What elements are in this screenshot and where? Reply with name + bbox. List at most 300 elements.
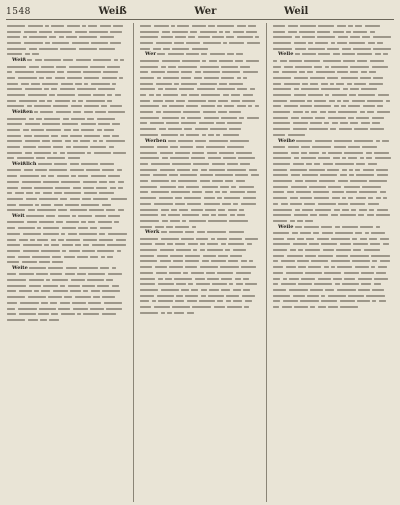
illegible-text bbox=[70, 135, 82, 137]
illegible-text bbox=[297, 260, 309, 262]
illegible-text bbox=[60, 285, 65, 287]
illegible-text bbox=[79, 36, 97, 38]
illegible-text bbox=[208, 100, 216, 102]
illegible-text bbox=[342, 157, 346, 159]
illegible-text bbox=[55, 100, 70, 102]
illegible-text bbox=[32, 53, 39, 55]
dictionary-entry bbox=[139, 138, 261, 230]
illegible-text bbox=[372, 289, 384, 291]
illegible-text bbox=[196, 283, 210, 285]
illegible-text bbox=[113, 25, 123, 27]
illegible-text bbox=[197, 231, 205, 233]
illegible-text bbox=[238, 157, 255, 159]
illegible-text bbox=[62, 227, 76, 229]
illegible-text bbox=[247, 243, 252, 245]
illegible-text bbox=[350, 71, 358, 73]
illegible-text bbox=[229, 238, 242, 240]
illegible-text bbox=[72, 100, 76, 102]
illegible-text bbox=[185, 231, 194, 233]
illegible-text bbox=[112, 285, 119, 287]
illegible-text bbox=[7, 42, 21, 44]
illegible-text bbox=[53, 290, 68, 292]
illegible-text bbox=[92, 244, 105, 246]
illegible-text bbox=[103, 135, 110, 137]
illegible-text bbox=[175, 203, 185, 205]
illegible-text bbox=[140, 128, 156, 130]
illegible-text bbox=[161, 66, 166, 68]
illegible-text bbox=[370, 128, 384, 130]
illegible-text bbox=[52, 261, 63, 263]
illegible-text bbox=[67, 25, 80, 27]
illegible-text bbox=[349, 42, 365, 44]
illegible-text bbox=[30, 239, 35, 241]
illegible-text bbox=[170, 255, 183, 257]
illegible-text bbox=[342, 169, 347, 171]
illegible-text bbox=[140, 260, 157, 262]
illegible-text bbox=[212, 283, 227, 285]
illegible-text bbox=[140, 157, 159, 159]
illegible-text bbox=[83, 290, 88, 292]
illegible-text bbox=[317, 238, 329, 240]
illegible-text bbox=[336, 83, 344, 85]
illegible-text bbox=[255, 105, 259, 107]
text-column-right bbox=[272, 23, 394, 502]
illegible-text bbox=[273, 278, 280, 280]
illegible-text bbox=[314, 105, 331, 107]
illegible-text bbox=[286, 266, 296, 268]
illegible-text bbox=[229, 111, 241, 113]
illegible-text bbox=[7, 313, 16, 315]
illegible-text bbox=[383, 197, 387, 199]
illegible-text bbox=[222, 71, 240, 73]
illegible-text bbox=[237, 214, 245, 216]
illegible-text bbox=[118, 181, 124, 183]
illegible-text bbox=[297, 220, 303, 222]
illegible-text bbox=[340, 243, 351, 245]
illegible-text bbox=[51, 239, 56, 241]
illegible-text bbox=[90, 256, 98, 258]
illegible-text bbox=[249, 260, 253, 262]
illegible-text bbox=[84, 135, 100, 137]
entry-headword: Werk bbox=[145, 229, 160, 236]
illegible-text bbox=[158, 278, 163, 280]
illegible-text bbox=[91, 83, 110, 85]
illegible-text bbox=[333, 157, 340, 159]
illegible-text bbox=[209, 140, 228, 142]
illegible-text bbox=[321, 295, 325, 297]
illegible-text bbox=[118, 209, 124, 211]
illegible-text bbox=[69, 66, 88, 68]
illegible-text bbox=[90, 308, 104, 310]
illegible-text bbox=[7, 36, 20, 38]
illegible-text bbox=[300, 25, 316, 27]
illegible-text bbox=[294, 306, 308, 308]
illegible-text bbox=[301, 152, 307, 154]
illegible-text bbox=[340, 174, 347, 176]
illegible-text bbox=[299, 71, 305, 73]
illegible-text bbox=[195, 128, 208, 130]
illegible-text bbox=[194, 77, 202, 79]
illegible-text bbox=[352, 260, 370, 262]
illegible-text bbox=[81, 129, 94, 131]
illegible-text bbox=[156, 94, 161, 96]
illegible-text bbox=[228, 243, 244, 245]
illegible-text bbox=[47, 157, 65, 159]
illegible-text bbox=[304, 60, 320, 62]
illegible-text bbox=[70, 209, 87, 211]
illegible-text bbox=[178, 66, 197, 68]
illegible-text bbox=[29, 118, 34, 120]
illegible-text bbox=[140, 100, 150, 102]
illegible-text bbox=[340, 122, 348, 124]
illegible-text bbox=[175, 300, 184, 302]
illegible-text bbox=[174, 278, 192, 280]
text-columns bbox=[6, 23, 394, 502]
illegible-text bbox=[169, 174, 178, 176]
illegible-text bbox=[328, 152, 342, 154]
illegible-text bbox=[7, 175, 17, 177]
illegible-text bbox=[173, 260, 183, 262]
illegible-text bbox=[140, 134, 158, 136]
illegible-text bbox=[195, 140, 206, 142]
illegible-text bbox=[106, 279, 113, 281]
illegible-text bbox=[107, 94, 112, 96]
illegible-text bbox=[107, 256, 113, 258]
illegible-text bbox=[23, 146, 36, 148]
illegible-text bbox=[63, 118, 69, 120]
illegible-text bbox=[289, 278, 299, 280]
illegible-text bbox=[273, 295, 290, 297]
illegible-text bbox=[330, 83, 334, 85]
illegible-text bbox=[97, 129, 102, 131]
illegible-text bbox=[160, 249, 174, 251]
illegible-text bbox=[90, 146, 106, 148]
illegible-text bbox=[273, 163, 290, 165]
illegible-text bbox=[226, 300, 231, 302]
illegible-text bbox=[295, 48, 306, 50]
illegible-text bbox=[162, 220, 168, 222]
illegible-text bbox=[251, 174, 259, 176]
illegible-text bbox=[64, 296, 72, 298]
illegible-text bbox=[50, 302, 57, 304]
illegible-text bbox=[295, 36, 300, 38]
illegible-text bbox=[66, 146, 71, 148]
illegible-text bbox=[7, 94, 25, 96]
illegible-text bbox=[204, 117, 219, 119]
illegible-text bbox=[374, 152, 389, 154]
illegible-text bbox=[25, 140, 40, 142]
illegible-text bbox=[75, 296, 91, 298]
illegible-text bbox=[293, 111, 303, 113]
illegible-text bbox=[115, 94, 121, 96]
illegible-text bbox=[210, 128, 227, 130]
illegible-text bbox=[247, 191, 256, 193]
illegible-text bbox=[247, 117, 259, 119]
illegible-text bbox=[211, 260, 226, 262]
illegible-text bbox=[366, 157, 372, 159]
illegible-text bbox=[370, 243, 380, 245]
illegible-text bbox=[49, 94, 55, 96]
illegible-text bbox=[309, 186, 326, 188]
illegible-text bbox=[22, 261, 37, 263]
illegible-text bbox=[305, 272, 322, 274]
illegible-text bbox=[233, 289, 241, 291]
illegible-text bbox=[25, 88, 42, 90]
illegible-text bbox=[209, 60, 217, 62]
illegible-text bbox=[179, 209, 188, 211]
illegible-text bbox=[295, 209, 300, 211]
illegible-text bbox=[302, 209, 313, 211]
illegible-text bbox=[376, 140, 380, 142]
illegible-text bbox=[108, 111, 125, 113]
illegible-text bbox=[167, 312, 172, 314]
illegible-text bbox=[198, 36, 210, 38]
illegible-text bbox=[151, 191, 169, 193]
illegible-text bbox=[56, 66, 66, 68]
illegible-text bbox=[23, 250, 39, 252]
illegible-text bbox=[221, 66, 238, 68]
illegible-text bbox=[67, 77, 82, 79]
illegible-text bbox=[255, 36, 259, 38]
illegible-text bbox=[192, 169, 198, 171]
illegible-text bbox=[140, 77, 154, 79]
illegible-text bbox=[83, 313, 99, 315]
running-head-right: Weil bbox=[283, 6, 309, 17]
illegible-text bbox=[17, 157, 34, 159]
illegible-text bbox=[200, 180, 210, 182]
illegible-text bbox=[88, 302, 101, 304]
illegible-text bbox=[81, 221, 86, 223]
illegible-text bbox=[273, 152, 288, 154]
illegible-text bbox=[84, 105, 99, 107]
illegible-text bbox=[360, 226, 373, 228]
illegible-text bbox=[207, 152, 217, 154]
illegible-text bbox=[60, 48, 76, 50]
illegible-text bbox=[273, 272, 283, 274]
illegible-text bbox=[140, 238, 158, 240]
illegible-text bbox=[348, 146, 360, 148]
illegible-text bbox=[338, 36, 348, 38]
illegible-text bbox=[291, 186, 307, 188]
illegible-text bbox=[235, 278, 241, 280]
illegible-text bbox=[7, 187, 18, 189]
illegible-text bbox=[58, 308, 70, 310]
illegible-text bbox=[84, 83, 88, 85]
illegible-text bbox=[186, 53, 199, 55]
illegible-text bbox=[237, 105, 246, 107]
illegible-text bbox=[349, 94, 356, 96]
illegible-text bbox=[227, 146, 244, 148]
illegible-text bbox=[140, 283, 155, 285]
illegible-text bbox=[73, 187, 81, 189]
illegible-text bbox=[83, 71, 101, 73]
illegible-text bbox=[294, 94, 306, 96]
illegible-text bbox=[200, 243, 205, 245]
illegible-text bbox=[140, 289, 158, 291]
illegible-text bbox=[220, 186, 229, 188]
dictionary-entry bbox=[6, 109, 128, 161]
illegible-text bbox=[323, 249, 334, 251]
illegible-text bbox=[93, 140, 97, 142]
illegible-text bbox=[61, 135, 68, 137]
illegible-text bbox=[341, 105, 346, 107]
illegible-text bbox=[162, 60, 180, 62]
illegible-text bbox=[19, 239, 28, 241]
illegible-text bbox=[89, 31, 108, 33]
illegible-text bbox=[182, 214, 199, 216]
illegible-text bbox=[273, 42, 291, 44]
illegible-text bbox=[358, 278, 372, 280]
illegible-text bbox=[182, 60, 200, 62]
illegible-text bbox=[108, 175, 120, 177]
illegible-text bbox=[283, 278, 287, 280]
illegible-text bbox=[315, 140, 332, 142]
illegible-text bbox=[24, 42, 43, 44]
illegible-text bbox=[229, 283, 233, 285]
illegible-text bbox=[273, 25, 285, 27]
illegible-text bbox=[68, 233, 77, 235]
illegible-text bbox=[7, 105, 24, 107]
illegible-text bbox=[273, 300, 280, 302]
illegible-text bbox=[361, 283, 371, 285]
illegible-text bbox=[376, 272, 386, 274]
illegible-text bbox=[357, 60, 367, 62]
illegible-text bbox=[24, 169, 33, 171]
illegible-text bbox=[365, 232, 369, 234]
illegible-text bbox=[301, 146, 310, 148]
illegible-text bbox=[217, 272, 233, 274]
illegible-text bbox=[140, 117, 159, 119]
illegible-text bbox=[93, 198, 108, 200]
illegible-text bbox=[369, 238, 377, 240]
illegible-text bbox=[70, 290, 81, 292]
illegible-text bbox=[368, 163, 377, 165]
illegible-text bbox=[171, 191, 190, 193]
illegible-text bbox=[273, 249, 287, 251]
illegible-text bbox=[99, 181, 107, 183]
illegible-text bbox=[289, 60, 302, 62]
illegible-text bbox=[343, 60, 355, 62]
entry-headword: Wer bbox=[145, 51, 157, 58]
illegible-text bbox=[202, 260, 209, 262]
illegible-text bbox=[342, 283, 359, 285]
illegible-text bbox=[34, 152, 51, 154]
illegible-text bbox=[34, 111, 38, 113]
illegible-text bbox=[185, 266, 197, 268]
illegible-text bbox=[302, 36, 315, 38]
illegible-text bbox=[51, 25, 64, 27]
illegible-text bbox=[7, 209, 25, 211]
illegible-text bbox=[175, 36, 186, 38]
illegible-text bbox=[314, 100, 326, 102]
illegible-text bbox=[46, 77, 52, 79]
illegible-text bbox=[290, 203, 302, 205]
illegible-text bbox=[29, 36, 47, 38]
illegible-text bbox=[180, 134, 184, 136]
illegible-text bbox=[217, 300, 223, 302]
illegible-text bbox=[371, 232, 385, 234]
illegible-text bbox=[203, 111, 216, 113]
illegible-text bbox=[191, 209, 203, 211]
dictionary-entry bbox=[272, 224, 394, 310]
text-column-left bbox=[6, 23, 128, 502]
illegible-text bbox=[305, 249, 320, 251]
illegible-text bbox=[318, 203, 336, 205]
illegible-text bbox=[88, 221, 95, 223]
illegible-text bbox=[86, 100, 105, 102]
illegible-text bbox=[200, 266, 218, 268]
illegible-text bbox=[218, 214, 227, 216]
illegible-text bbox=[294, 214, 308, 216]
illegible-text bbox=[216, 122, 225, 124]
illegible-text bbox=[41, 204, 51, 206]
illegible-text bbox=[102, 77, 117, 79]
illegible-text bbox=[83, 181, 97, 183]
illegible-text bbox=[172, 163, 191, 165]
illegible-text bbox=[360, 238, 367, 240]
illegible-text bbox=[181, 94, 187, 96]
illegible-text bbox=[202, 186, 218, 188]
illegible-text bbox=[61, 233, 65, 235]
illegible-text bbox=[239, 209, 244, 211]
illegible-text bbox=[99, 48, 115, 50]
illegible-text bbox=[333, 31, 344, 33]
illegible-text bbox=[367, 111, 374, 113]
illegible-text bbox=[219, 152, 234, 154]
illegible-text bbox=[347, 83, 352, 85]
illegible-text bbox=[327, 77, 338, 79]
illegible-text bbox=[315, 117, 325, 119]
illegible-text bbox=[372, 66, 388, 68]
illegible-text bbox=[314, 66, 322, 68]
illegible-text bbox=[205, 209, 216, 211]
illegible-text bbox=[44, 244, 49, 246]
illegible-text bbox=[140, 300, 149, 302]
illegible-text bbox=[39, 261, 50, 263]
illegible-text bbox=[333, 278, 342, 280]
illegible-text bbox=[216, 134, 220, 136]
illegible-text bbox=[207, 243, 218, 245]
illegible-text bbox=[195, 278, 205, 280]
illegible-text bbox=[61, 181, 80, 183]
illegible-text bbox=[335, 283, 340, 285]
illegible-text bbox=[321, 243, 337, 245]
illegible-text bbox=[78, 215, 92, 217]
illegible-text bbox=[7, 198, 23, 200]
illegible-text bbox=[212, 163, 225, 165]
illegible-text bbox=[241, 203, 256, 205]
illegible-text bbox=[305, 111, 309, 113]
illegible-text bbox=[156, 83, 172, 85]
entry-headword: Weißen bbox=[12, 109, 33, 116]
illegible-text bbox=[42, 83, 58, 85]
illegible-text bbox=[200, 174, 213, 176]
illegible-text bbox=[290, 100, 305, 102]
illegible-text bbox=[333, 53, 340, 55]
illegible-text bbox=[7, 261, 19, 263]
illegible-text bbox=[7, 100, 16, 102]
illegible-text bbox=[374, 283, 381, 285]
illegible-text bbox=[360, 111, 365, 113]
illegible-text bbox=[23, 36, 27, 38]
illegible-text bbox=[355, 232, 362, 234]
illegible-text bbox=[233, 249, 246, 251]
illegible-text bbox=[338, 180, 348, 182]
illegible-text bbox=[101, 256, 105, 258]
illegible-text bbox=[79, 233, 97, 235]
illegible-text bbox=[28, 94, 47, 96]
illegible-text bbox=[300, 300, 319, 302]
